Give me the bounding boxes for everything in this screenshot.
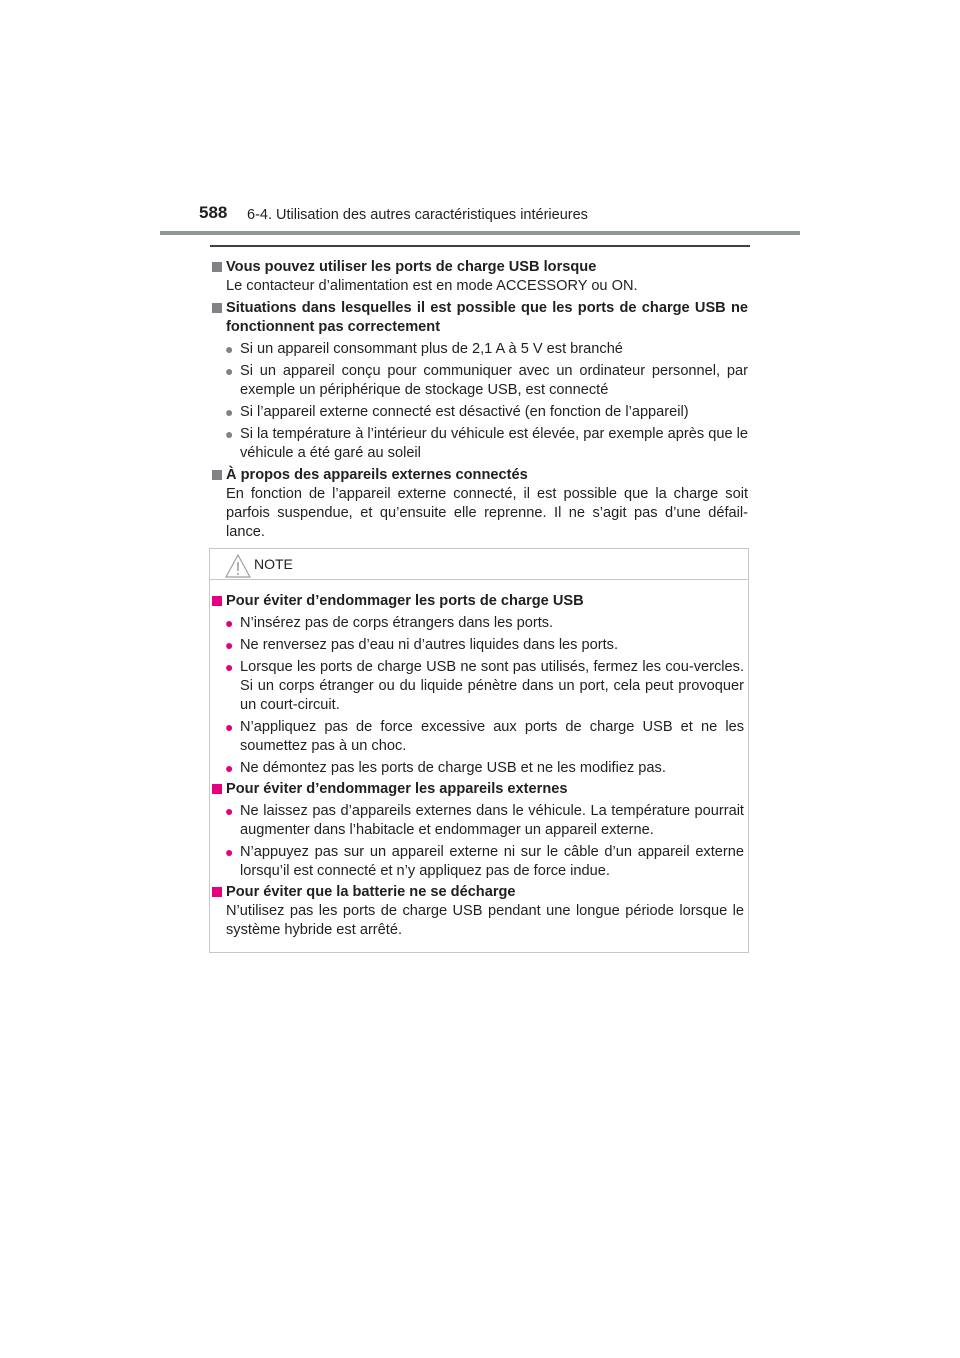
square-bullet-icon xyxy=(212,262,222,272)
section-heading-text: Situations dans lesquelles il est possible que les ports de charge USB ne fonctionnent pas correctement xyxy=(226,300,748,335)
circle-bullet-icon: ● xyxy=(225,637,234,653)
note-heading-text: Pour éviter d’endommager les appareils externes xyxy=(226,781,568,797)
note-heading-text: Pour éviter que la batterie ne se décharge xyxy=(226,884,516,900)
header-rule xyxy=(160,231,800,235)
section-text: Le contacteur d’alimentation est en mode ACCESSORY ou ON. xyxy=(226,278,638,294)
note-content xyxy=(212,590,744,940)
chapter-title: 6-4. Utilisation des autres caractéristiques intérieures xyxy=(247,207,588,223)
list-item xyxy=(212,759,744,778)
list-item xyxy=(212,802,744,840)
list-item xyxy=(212,425,748,463)
circle-bullet-icon: ● xyxy=(225,341,234,357)
circle-bullet-icon: ● xyxy=(225,719,234,735)
list-item-text: Si un appareil consommant plus de 2,1 A à 5 V est branché xyxy=(240,341,623,357)
note-heading xyxy=(212,780,744,799)
page-number: 588 xyxy=(199,203,228,222)
circle-bullet-icon: ● xyxy=(225,760,234,776)
list-item xyxy=(212,614,744,633)
square-bullet-icon xyxy=(212,470,222,480)
list-item-text: Ne renversez pas d’eau ni d’autres liquides dans les ports. xyxy=(240,637,619,653)
circle-bullet-icon: ● xyxy=(225,803,234,819)
list-item xyxy=(212,718,744,756)
list-item xyxy=(212,340,748,359)
section-heading xyxy=(212,258,748,277)
section-rule xyxy=(210,245,750,247)
list-item xyxy=(212,636,744,655)
list-item-text: N’appliquez pas de force excessive aux ports de charge USB et ne les soumettez pas à un choc. xyxy=(240,719,744,754)
main-content xyxy=(212,255,748,542)
note-heading xyxy=(212,592,744,611)
note-label: NOTE xyxy=(254,556,293,572)
section-heading xyxy=(212,299,748,337)
note-heading xyxy=(212,883,744,902)
note-heading-text: Pour éviter d’endommager les ports de charge USB xyxy=(226,593,584,609)
list-item-text: N’insérez pas de corps étrangers dans les ports. xyxy=(240,615,554,631)
list-item-text: Lorsque les ports de charge USB ne sont pas utilisés, fermez les cou-vercles. Si un corps étranger ou du liquide pénètre dans un port, cela peut provoquer un court-circuit. xyxy=(240,659,744,713)
note-text: N’utilisez pas les ports de charge USB pendant une longue période lorsque le système hybride est arrêté. xyxy=(226,903,744,938)
list-item-text: N’appuyez pas sur un appareil externe ni sur le câble d’un appareil externe lorsqu’il est connecté et n’y appliquez pas de force indue. xyxy=(240,844,744,879)
circle-bullet-icon: ● xyxy=(225,844,234,860)
circle-bullet-icon: ● xyxy=(225,615,234,631)
list-item-text: Ne laissez pas d’appareils externes dans le véhicule. La température pourrait augmenter dans l’habitacle et endommager un appareil externe. xyxy=(240,803,744,838)
list-item-text: Si l’appareil externe connecté est désactivé (en fonction de l’appareil) xyxy=(240,404,689,420)
circle-bullet-icon: ● xyxy=(225,363,234,379)
list-item-text: Si la température à l’intérieur du véhicule est élevée, par exemple après que le véhicule a été garé au soleil xyxy=(240,426,748,461)
note-header xyxy=(210,549,748,580)
square-bullet-icon xyxy=(212,887,222,897)
square-bullet-icon xyxy=(212,784,222,794)
list-item xyxy=(212,403,748,422)
list-item-text: Si un appareil conçu pour communiquer avec un ordinateur personnel, par exemple un périphérique de stockage USB, est connecté xyxy=(240,363,748,398)
list-item xyxy=(212,362,748,400)
circle-bullet-icon: ● xyxy=(225,659,234,675)
circle-bullet-icon: ● xyxy=(225,404,234,420)
section-heading xyxy=(212,466,748,485)
square-bullet-icon xyxy=(212,596,222,606)
section-heading-text: À propos des appareils externes connectés xyxy=(226,467,528,483)
note-box xyxy=(209,548,749,953)
list-item-text: Ne démontez pas les ports de charge USB et ne les modifiez pas. xyxy=(240,760,666,776)
warning-triangle-icon xyxy=(225,554,251,578)
circle-bullet-icon: ● xyxy=(225,426,234,442)
list-item xyxy=(212,843,744,881)
section-heading-text: Vous pouvez utiliser les ports de charge USB lorsque xyxy=(226,259,597,275)
list-item xyxy=(212,658,744,715)
section-text: En fonction de l’appareil externe connecté, il est possible que la charge soit parfois suspendue, et qu’ensuite elle reprenne. Il ne s’agit pas d’une défail-lance. xyxy=(226,486,748,540)
square-bullet-icon xyxy=(212,303,222,313)
